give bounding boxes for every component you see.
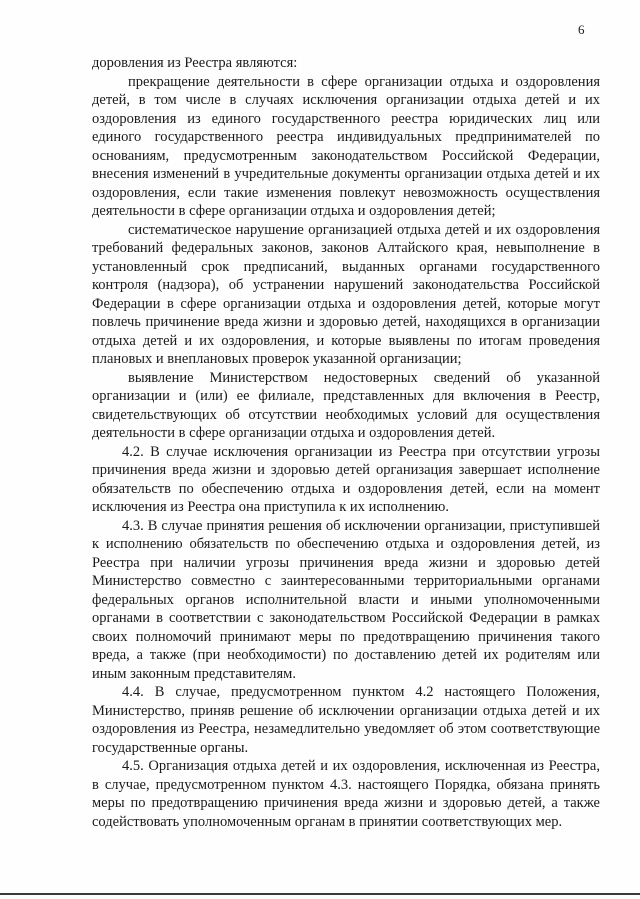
paragraph-false-information: выявление Министерством недостоверных сведений об указанной организации и (или) ее филиале, представленных для включения в Реестр, свидетельствующих об отсутствии необходимых условий для осуществления деятельности в сфере организации отдыха и оздоровления детей. <box>92 369 600 441</box>
paragraph-4-5: 4.5. Организация отдыха детей и их оздоровления, исключенная из Реестра, в случае, предусмотренном пунктом 4.3. настоящего Порядка, обязана принять меры по предотвращению причинения вреда жизни и здоровью детей, а также содействовать уполномоченным органам в принятии соответствующих мер. <box>92 758 600 830</box>
paragraph-4-2: 4.2. В случае исключения организации из Реестра при отсутствии угрозы причинения вреда жизни и здоровью детей организация завершает исполнение обязательств по обеспечению отдыха и оздоровления детей, если на момент исключения из Реестра она приступила к их исполнению. <box>92 443 600 515</box>
scan-bottom-edge <box>0 893 640 895</box>
paragraph-systematic-violation: систематическое нарушение организацией отдыха детей и их оздоровления требований федеральных законов, законов Алтайского края, невыполнение в установленный срок предписаний, выданных органами государственного контроля (надзора), об устранении нарушений законодательства Российской Федерации в сфере организации отдыха и оздоровления детей, которые могут повлечь причинение вреда жизни и здоровью детей, находящихся в организации отдыха детей и их оздоровления, и которые выявлены по итогам проведения плановых и внеплановых проверок указанной организации; <box>92 221 600 367</box>
document-body <box>92 54 600 831</box>
paragraph-4-3: 4.3. В случае принятия решения об исключении организации, приступившей к исполнению обязательств по обеспечению отдыха и оздоровления детей, из Реестра при наличии угрозы причинения вреда жизни и здоровью детей Министерство совместно с заинтересованными территориальными органами федеральных органов исполнительной власти и иными уполномоченными органами в соответствии с законодательством Российской Федерации в рамках своих полномочий принимают меры по предотвращению причинения такого вреда, а также (при необходимости) по доставлению детей их родителям или иным законным представителям. <box>92 517 600 682</box>
paragraph-termination-activity: прекращение деятельности в сфере организации отдыха и оздоровления детей, в том числе в случаях исключения организации отдыха детей и их оздоровления из единого государственного реестра юридических лиц или единого государственного реестра индивидуальных предпринимателей по основаниям, предусмотренным законодательством Российской Федерации, внесения изменений в учредительные документы организации отдыха детей и их оздоровления, если такие изменения повлекут невозможность осуществления деятельности в сфере организации отдыха и оздоровления детей; <box>92 73 600 219</box>
paragraph-continuation: доровления из Реестра являются: <box>92 55 298 71</box>
paragraph-4-4: 4.4. В случае, предусмотренном пунктом 4.2 настоящего Положения, Министерство, приняв решение об исключении организации отдыха детей и их оздоровления из Реестра, незамедлительно уведомляет об этом соответствующие государственные органы. <box>92 684 600 756</box>
page-number: 6 <box>578 22 585 37</box>
